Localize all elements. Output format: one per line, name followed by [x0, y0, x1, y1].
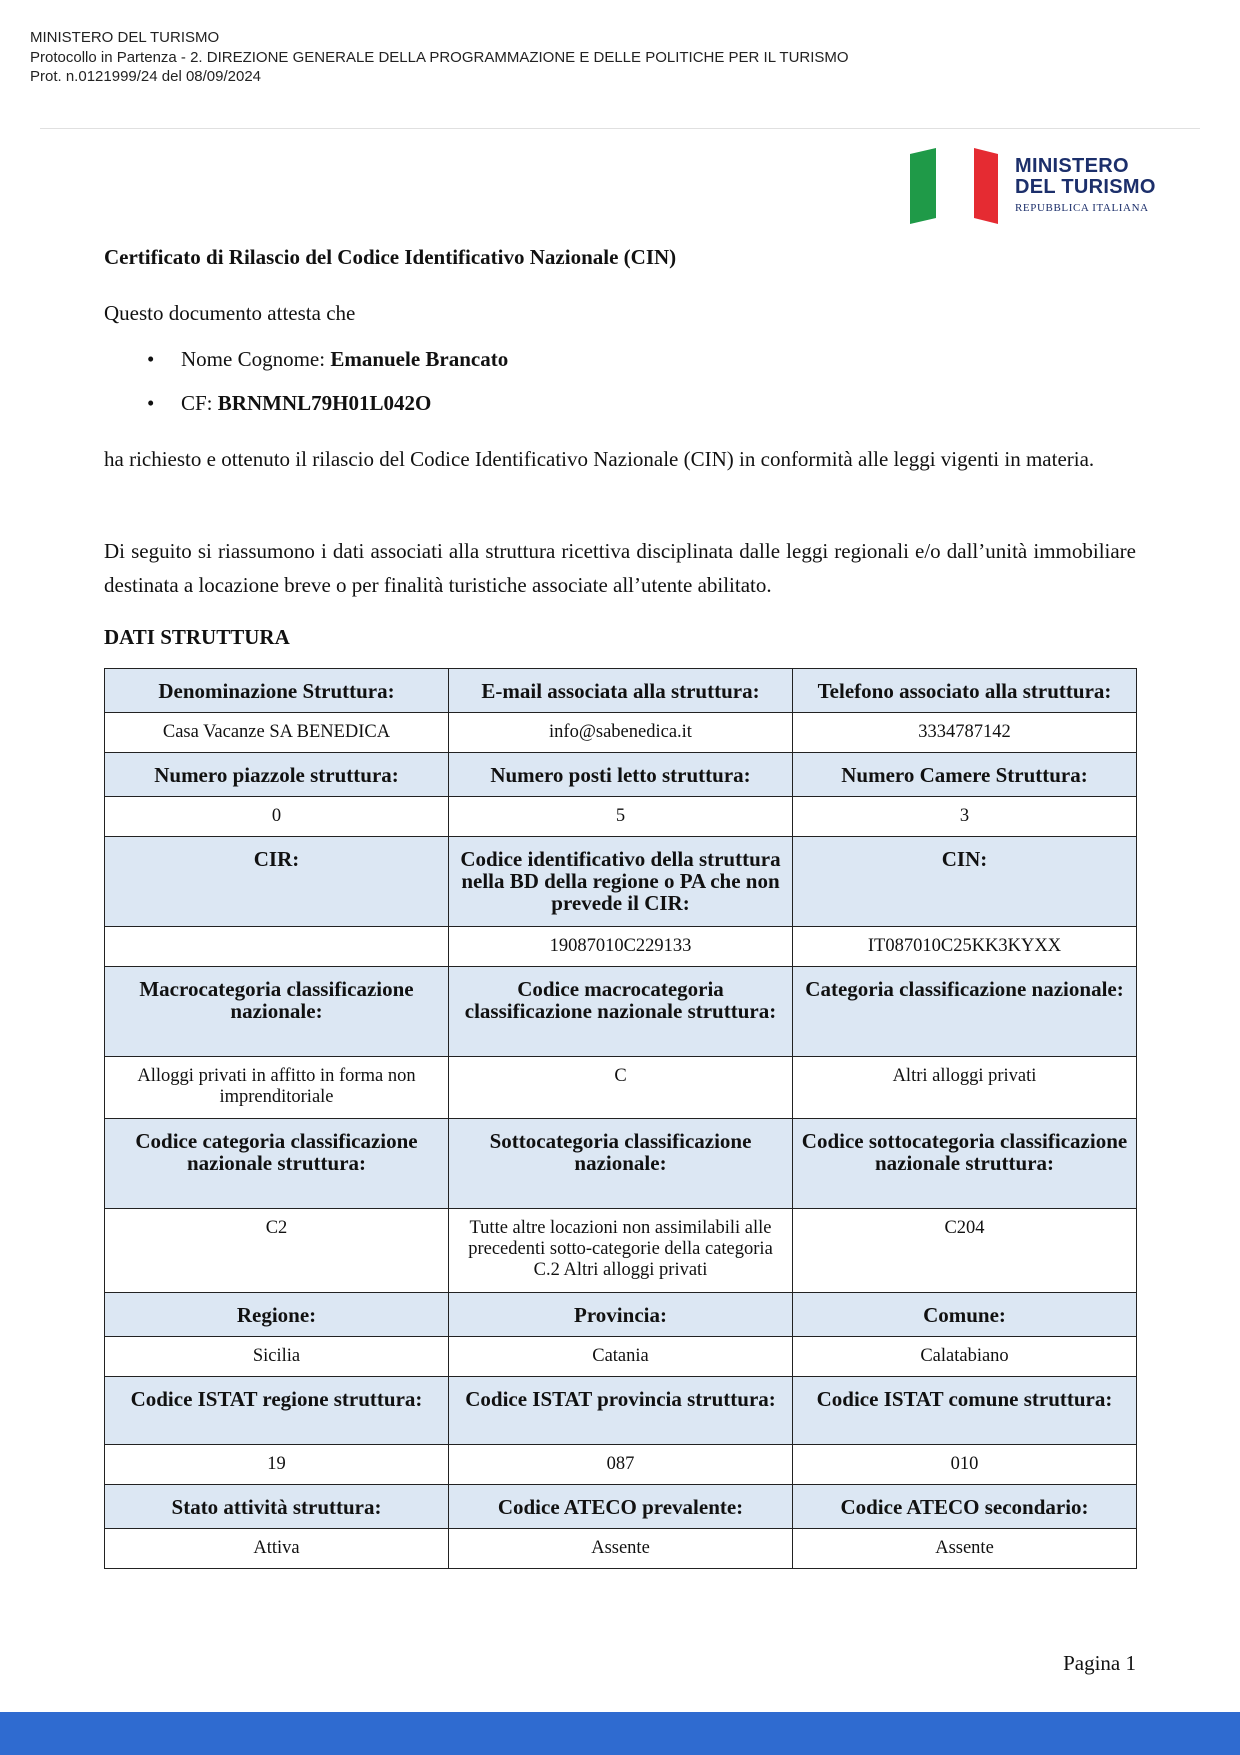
ministry-logo — [910, 148, 1170, 224]
table-header-cell: Numero posti letto struttura: — [449, 753, 793, 797]
table-row — [105, 1337, 1137, 1377]
table-header-cell: CIN: — [793, 837, 1137, 927]
table-cell: C — [449, 1057, 793, 1119]
flag-red-icon — [970, 148, 1000, 224]
holder-list — [104, 344, 804, 432]
bullet-icon: • — [147, 391, 155, 415]
table-header-cell: CIR: — [105, 837, 449, 927]
table-header-cell: Codice ISTAT regione struttura: — [105, 1377, 449, 1445]
structure-data-table — [104, 668, 1137, 1569]
table-header-cell: Codice ISTAT provincia struttura: — [449, 1377, 793, 1445]
table-header-row — [105, 1293, 1137, 1337]
table-cell: C204 — [793, 1209, 1137, 1293]
table-row — [105, 927, 1137, 967]
table-cell — [105, 927, 449, 967]
table-header-cell: Numero piazzole struttura: — [105, 753, 449, 797]
table-header-row — [105, 1377, 1137, 1445]
table-header-row — [105, 753, 1137, 797]
table-cell: Attiva — [105, 1529, 449, 1569]
table-row — [105, 1209, 1137, 1293]
table-row — [105, 713, 1137, 753]
table-header-row — [105, 669, 1137, 713]
table-row — [105, 797, 1137, 837]
table-header-cell: Codice ISTAT comune struttura: — [793, 1377, 1137, 1445]
table-cell: Assente — [793, 1529, 1137, 1569]
table-header-cell: Codice categoria classificazione nazionale struttura: — [105, 1119, 449, 1209]
table-header-cell: Numero Camere Struttura: — [793, 753, 1137, 797]
table-cell: Assente — [449, 1529, 793, 1569]
table-cell: 3 — [793, 797, 1137, 837]
table-cell: Altri alloggi privati — [793, 1057, 1137, 1119]
table-cell: 19 — [105, 1445, 449, 1485]
table-header-cell: Codice ATECO prevalente: — [449, 1485, 793, 1529]
table-header-cell: Macrocategoria classificazione nazionale: — [105, 967, 449, 1057]
table-header-cell: E-mail associata alla struttura: — [449, 669, 793, 713]
table-cell: Casa Vacanze SA BENEDICA — [105, 713, 449, 753]
table-cell: Catania — [449, 1337, 793, 1377]
protocol-header — [30, 28, 849, 87]
logo-text — [1015, 156, 1156, 214]
table-cell: Tutte altre locazioni non assimilabili alle precedenti sotto-categorie della categoria C.2 Altri alloggi privati — [449, 1209, 793, 1293]
table-header-cell: Regione: — [105, 1293, 449, 1337]
table-header-cell: Comune: — [793, 1293, 1137, 1337]
header-divider — [40, 128, 1200, 129]
table-cell: C2 — [105, 1209, 449, 1293]
table-cell: 5 — [449, 797, 793, 837]
cf-label: CF: — [181, 391, 218, 415]
logo-line-turismo: DEL TURISMO — [1015, 176, 1156, 198]
bullet-icon: • — [147, 347, 155, 371]
table-header-cell: Stato attività struttura: — [105, 1485, 449, 1529]
table-header-cell: Denominazione Struttura: — [105, 669, 449, 713]
table-cell: 010 — [793, 1445, 1137, 1485]
logo-line-repubblica: REPUBBLICA ITALIANA — [1015, 202, 1149, 214]
table-cell: 0 — [105, 797, 449, 837]
table-header-cell: Codice macrocategoria classificazione nazionale struttura: — [449, 967, 793, 1057]
table-cell: Alloggi privati in affitto in forma non imprenditoriale — [105, 1057, 449, 1119]
table-cell: 3334787142 — [793, 713, 1137, 753]
table-row — [105, 1057, 1137, 1119]
footer-bar — [0, 1712, 1240, 1755]
section-title: DATI STRUTTURA — [104, 625, 290, 649]
table-header-row — [105, 967, 1137, 1057]
table-header-row — [105, 837, 1137, 927]
paragraph-request: ha richiesto e ottenuto il rilascio del Codice Identificativo Nazionale (CIN) in conformità alle leggi vigenti in materia. — [104, 447, 1095, 471]
logo-line-ministero: MINISTERO — [1015, 155, 1129, 177]
table-header-cell: Codice identificativo della struttura nella BD della regione o PA che non prevede il CIR: — [449, 837, 793, 927]
table-cell: Sicilia — [105, 1337, 449, 1377]
name-label: Nome Cognome: — [181, 347, 331, 371]
protocol-direction: Protocollo in Partenza - 2. DIREZIONE GENERALE DELLA PROGRAMMAZIONE E DELLE POLITICHE PER IL TURISMO — [30, 48, 849, 66]
intro-text: Questo documento attesta che — [104, 301, 356, 325]
protocol-number: Prot. n.0121999/24 del 08/09/2024 — [30, 68, 262, 85]
name-value: Emanuele Brancato — [330, 347, 509, 371]
table-cell: 087 — [449, 1445, 793, 1485]
page-number: Pagina 1 — [1063, 1651, 1136, 1675]
document-title: Certificato di Rilascio del Codice Identificativo Nazionale (CIN) — [104, 245, 677, 269]
table-header-row — [105, 1485, 1137, 1529]
protocol-ministry: MINISTERO DEL TURISMO — [30, 29, 220, 46]
list-item-name — [104, 344, 804, 388]
table-row — [105, 1529, 1137, 1569]
table-cell: 19087010C229133 — [449, 927, 793, 967]
table-cell: info@sabenedica.it — [449, 713, 793, 753]
list-item-cf — [104, 388, 804, 432]
table-header-cell: Provincia: — [449, 1293, 793, 1337]
table-header-cell: Sottocategoria classificazione nazionale: — [449, 1119, 793, 1209]
flag-green-icon — [910, 148, 940, 224]
table-cell: Calatabiano — [793, 1337, 1137, 1377]
table-row — [105, 1445, 1137, 1485]
table-header-cell: Categoria classificazione nazionale: — [793, 967, 1137, 1057]
table-header-cell: Telefono associato alla struttura: — [793, 669, 1137, 713]
table-header-cell: Codice sottocategoria classificazione nazionale struttura: — [793, 1119, 1137, 1209]
paragraph-summary: Di seguito si riassumono i dati associati alla struttura ricettiva disciplinata dalle leggi regionali e/o dall’unità immobiliare destinata a locazione breve o per finalità turistiche associate all’utente abilitato. — [104, 539, 1136, 597]
cf-value: BRNMNL79H01L042O — [217, 391, 432, 415]
table-header-row — [105, 1119, 1137, 1209]
table-cell: IT087010C25KK3KYXX — [793, 927, 1137, 967]
table-header-cell: Codice ATECO secondario: — [793, 1485, 1137, 1529]
